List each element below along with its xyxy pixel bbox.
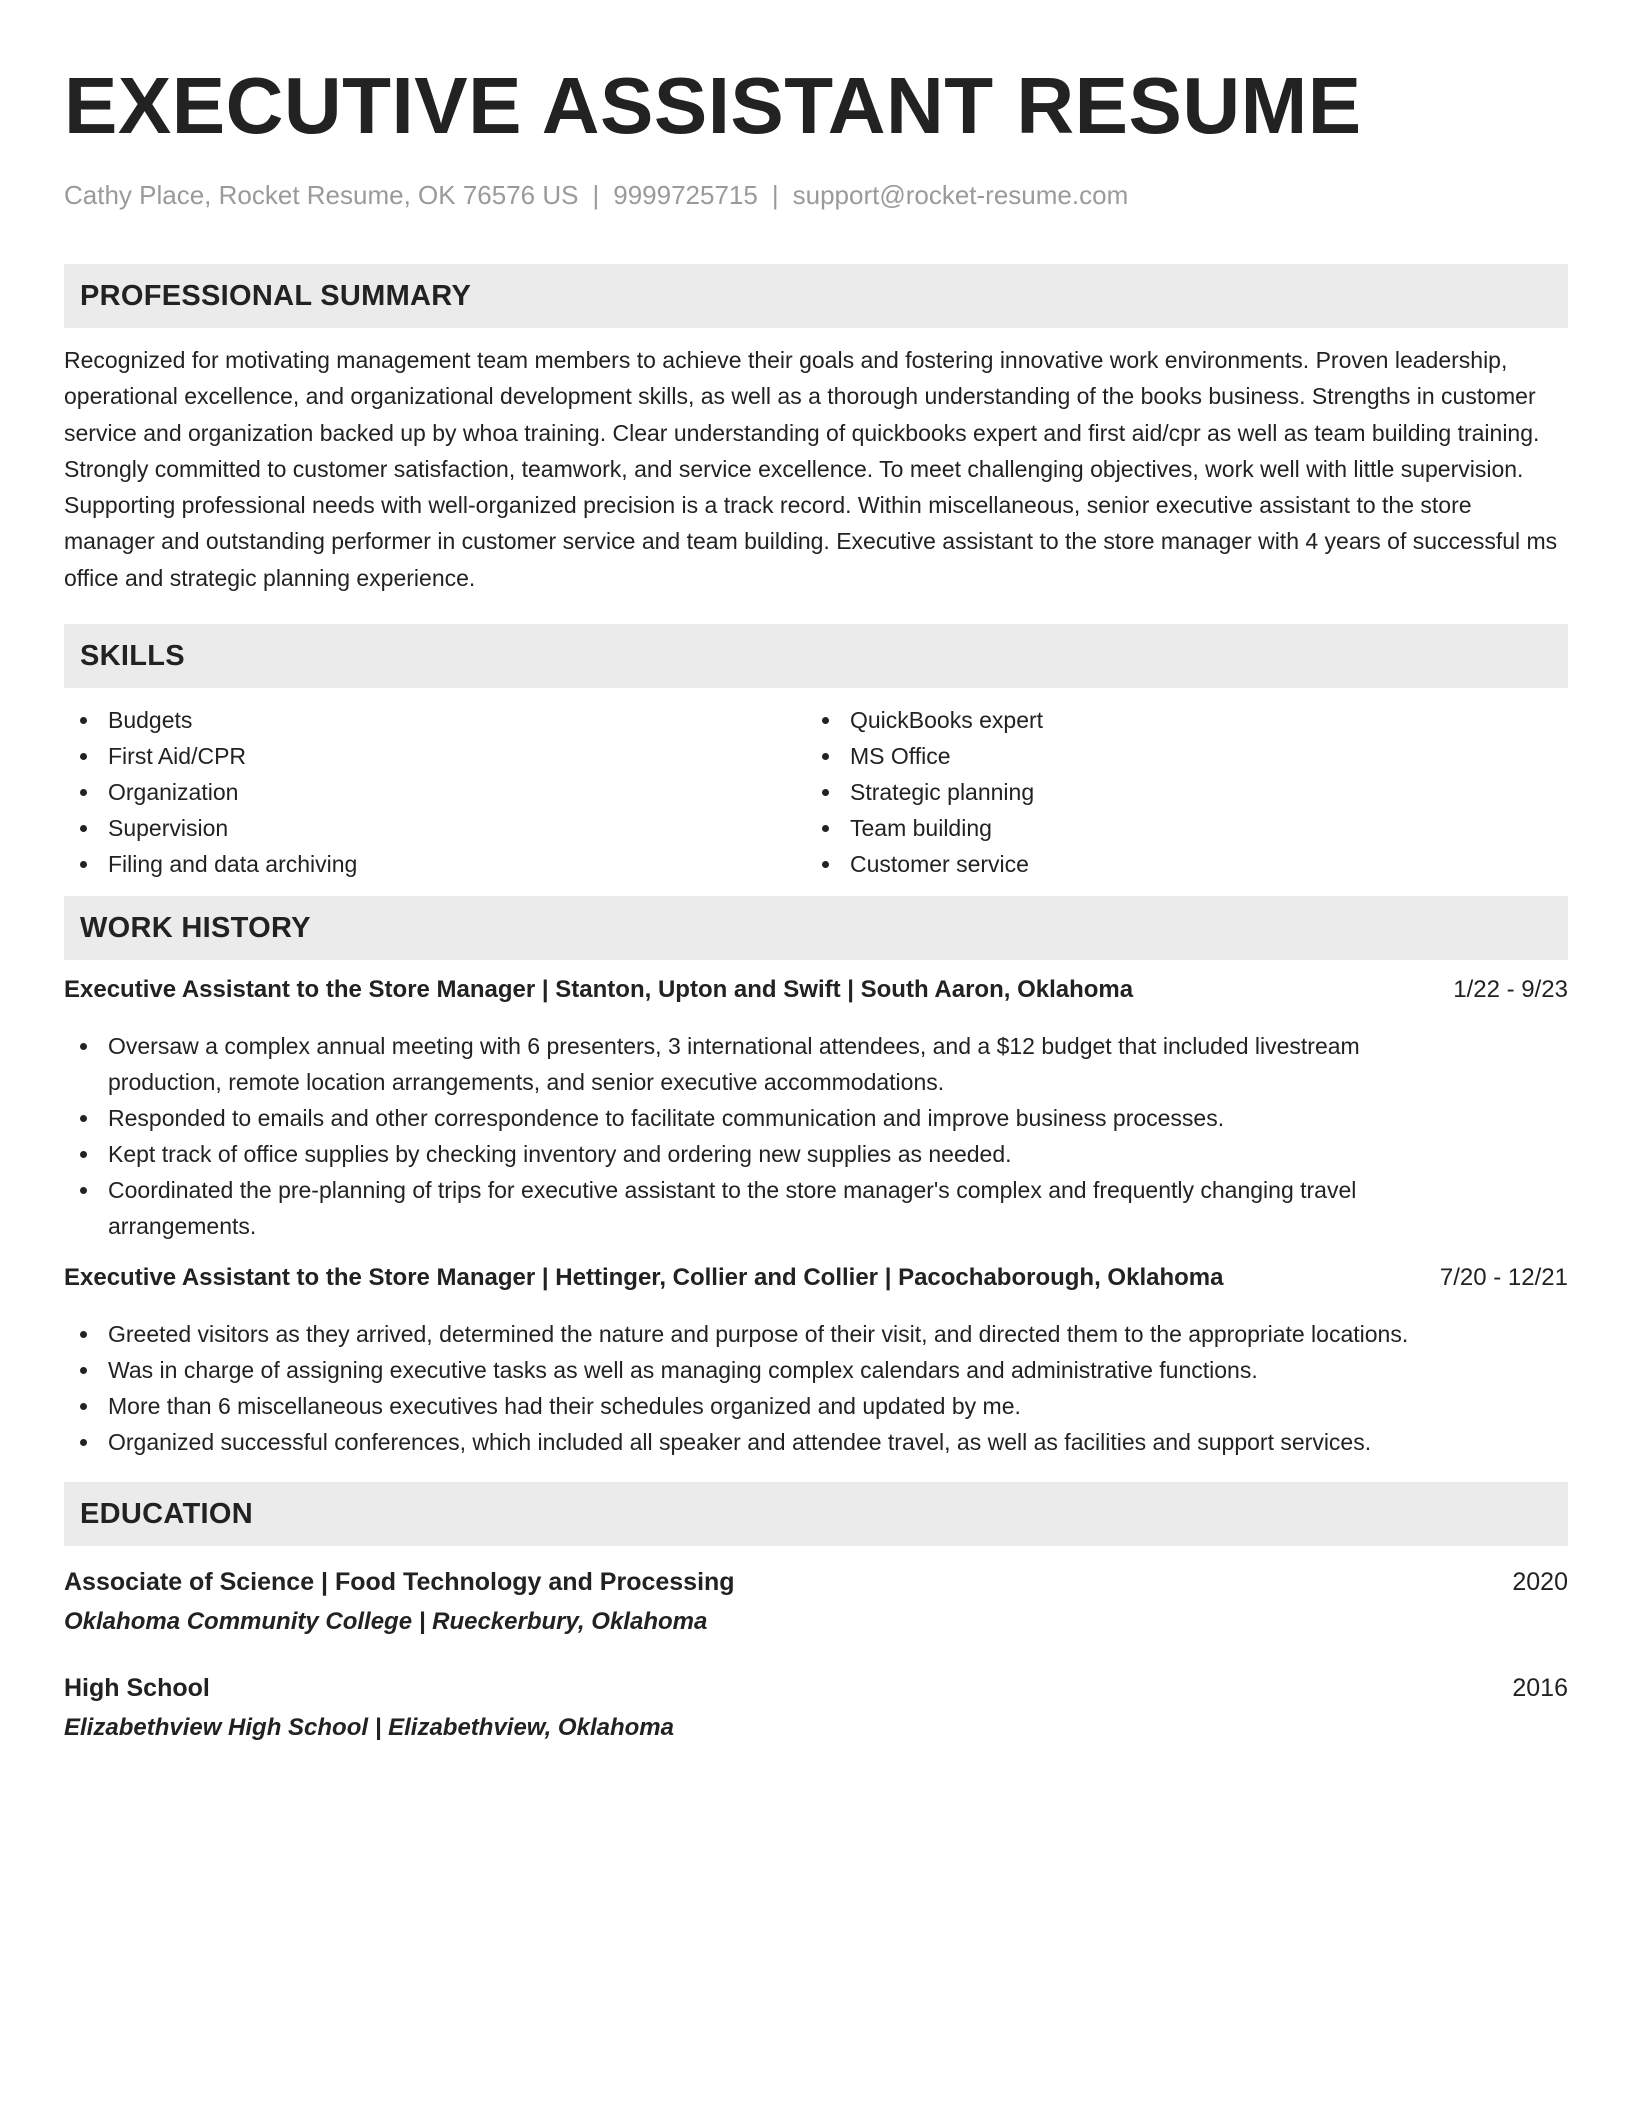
- contact-line: [64, 178, 1568, 212]
- skill-item: Filing and data archiving: [64, 846, 806, 882]
- job-bullet: Coordinated the pre-planning of trips for executive assistant to the store manager's complex and frequently changing travel arrangements.: [64, 1172, 1568, 1244]
- skills-heading: SKILLS: [80, 639, 185, 672]
- education-degree: Associate of Science | Food Technology and Processing: [64, 1568, 735, 1597]
- skill-item: Strategic planning: [806, 774, 1548, 810]
- education-heading: EDUCATION: [80, 1497, 253, 1530]
- contact-separator: |: [592, 180, 600, 210]
- job-bullet: Responded to emails and other correspondence to facilitate communication and improve business processes.: [64, 1100, 1568, 1136]
- education-degree: High School: [64, 1674, 210, 1703]
- contact-email: support@rocket-resume.com: [792, 180, 1129, 210]
- job-header: [64, 1264, 1568, 1306]
- summary-text: Recognized for motivating management team members to achieve their goals and fostering innovative work environments. Proven leadership, operational excellence, and organizational development skills, as well as a thorough understanding of the books business. Strengths in customer service and organization backed up by whoa training. Clear understanding of quickbooks expert and first aid/cpr as well as team building training. Strongly committed to customer satisfaction, teamwork, and service excellence. To meet challenging objectives, work well with little supervision. Supporting professional needs with well-organized precision is a track record. Within miscellaneous, senior executive assistant to the store manager and outstanding performer in customer service and team building. Executive assistant to the store manager with 4 years of successful ms office and strategic planning experience.: [64, 347, 1558, 591]
- skill-item: Organization: [64, 774, 806, 810]
- job-bullets: [64, 1028, 1568, 1244]
- work-section-header: [64, 896, 1568, 960]
- job-dates: 7/20 - 12/21: [1439, 1264, 1568, 1292]
- job-bullet: More than 6 miscellaneous executives had their schedules organized and updated by me.: [64, 1388, 1568, 1424]
- job-title: Executive Assistant to the Store Manager | Hettinger, Collier and Collier | Pacochaborough, Oklahoma: [64, 1264, 1224, 1292]
- job-title: Executive Assistant to the Store Manager | Stanton, Upton and Swift | South Aaron, Oklahoma: [64, 976, 1134, 1004]
- skill-item: First Aid/CPR: [64, 738, 806, 774]
- education-year: 2016: [1512, 1674, 1568, 1703]
- skill-item: Supervision: [64, 810, 806, 846]
- summary-section-header: [64, 264, 1568, 328]
- work-heading: WORK HISTORY: [80, 911, 311, 944]
- job-dates: 1/22 - 9/23: [1453, 976, 1568, 1004]
- contact-address: Cathy Place, Rocket Resume, OK 76576 US: [64, 180, 579, 210]
- contact-separator: |: [771, 180, 779, 210]
- education-entry: [64, 1564, 1568, 1640]
- skill-item: Customer service: [806, 846, 1548, 882]
- skill-item: Team building: [806, 810, 1548, 846]
- skill-item: QuickBooks expert: [806, 702, 1548, 738]
- education-entry: [64, 1670, 1568, 1746]
- job-bullets: [64, 1316, 1568, 1460]
- job-bullet: Kept track of office supplies by checking inventory and ordering new supplies as needed.: [64, 1136, 1568, 1172]
- job-bullet: Greeted visitors as they arrived, determined the nature and purpose of their visit, and directed them to the appropriate locations.: [64, 1316, 1568, 1352]
- resume-title: EXECUTIVE ASSISTANT RESUME: [64, 61, 1362, 150]
- summary-heading: PROFESSIONAL SUMMARY: [80, 279, 472, 312]
- education-year: 2020: [1512, 1568, 1568, 1597]
- skills-section-header: [64, 624, 1568, 688]
- education-header: [64, 1564, 1568, 1600]
- skills-list: [64, 702, 1568, 882]
- job-entry: [64, 1264, 1568, 1460]
- job-bullet: Oversaw a complex annual meeting with 6 presenters, 3 international attendees, and a $12 budget that included livestream production, remote location arrangements, and senior executive accommodations.: [64, 1028, 1568, 1100]
- skill-item: MS Office: [806, 738, 1548, 774]
- job-bullet: Organized successful conferences, which included all speaker and attendee travel, as well as facilities and support services.: [64, 1424, 1568, 1460]
- education-section-header: [64, 1482, 1568, 1546]
- skill-item: Budgets: [64, 702, 806, 738]
- skills-column-left: [64, 702, 806, 882]
- job-bullet: Was in charge of assigning executive tasks as well as managing complex calendars and administrative functions.: [64, 1352, 1568, 1388]
- contact-phone: 9999725715: [613, 180, 758, 210]
- skills-column-right: [806, 702, 1548, 882]
- education-school: Elizabethview High School | Elizabethview, Oklahoma: [64, 1714, 674, 1742]
- job-entry: [64, 976, 1568, 1244]
- education-school: Oklahoma Community College | Rueckerbury, Oklahoma: [64, 1608, 708, 1636]
- job-header: [64, 976, 1568, 1018]
- education-header: [64, 1670, 1568, 1706]
